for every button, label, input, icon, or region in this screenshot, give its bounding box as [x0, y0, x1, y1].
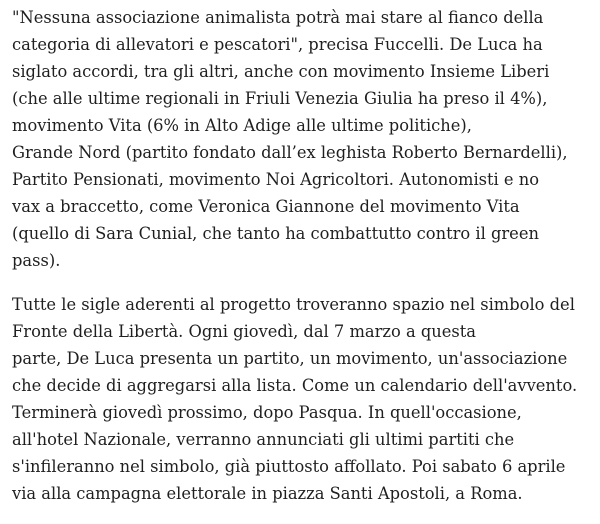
text-line: s'infileranno nel simbolo, già piuttosto affollato. Poi sabato 6 aprile	[12, 457, 566, 476]
text-line: parte, De Luca presenta un partito, un movimento, un'associazione	[12, 349, 568, 368]
text-line: categoria di allevatori e pescatori", precisa Fuccelli. De Luca ha	[12, 35, 543, 54]
paragraph-1	[12, 4, 598, 274]
text-line: Fronte della Libertà. Ogni giovedì, dal 7 marzo a questa	[12, 322, 476, 341]
text-line: vax a braccetto, come Veronica Giannone del movimento Vita	[12, 197, 520, 216]
paragraph-2	[12, 291, 598, 507]
text-line: all'hotel Nazionale, verranno annunciati gli ultimi partiti che	[12, 430, 515, 449]
text-line: movimento Vita (6% in Alto Adige alle ultime politiche),	[12, 116, 472, 135]
text-line: "Nessuna associazione animalista potrà mai stare al fianco della	[12, 8, 544, 27]
text-line: pass).	[12, 251, 61, 270]
text-line: che decide di aggregarsi alla lista. Come un calendario dell'avvento.	[12, 376, 578, 395]
text-line: siglato accordi, tra gli altri, anche con movimento Insieme Liberi	[12, 62, 550, 81]
text-line: Terminerà giovedì prossimo, dopo Pasqua. In quell'occasione,	[12, 403, 522, 422]
article-body	[12, 4, 598, 507]
text-line: Partito Pensionati, movimento Noi Agricoltori. Autonomisti e no	[12, 170, 540, 189]
text-line: Tutte le sigle aderenti al progetto troveranno spazio nel simbolo del	[12, 295, 575, 314]
text-line: Grande Nord (partito fondato dall’ex leghista Roberto Bernardelli),	[12, 143, 568, 162]
text-line: (quello di Sara Cunial, che tanto ha combattutto contro il green	[12, 224, 539, 243]
text-line: via alla campagna elettorale in piazza Santi Apostoli, a Roma.	[12, 484, 523, 503]
text-line: (che alle ultime regionali in Friuli Venezia Giulia ha preso il 4%),	[12, 89, 548, 108]
